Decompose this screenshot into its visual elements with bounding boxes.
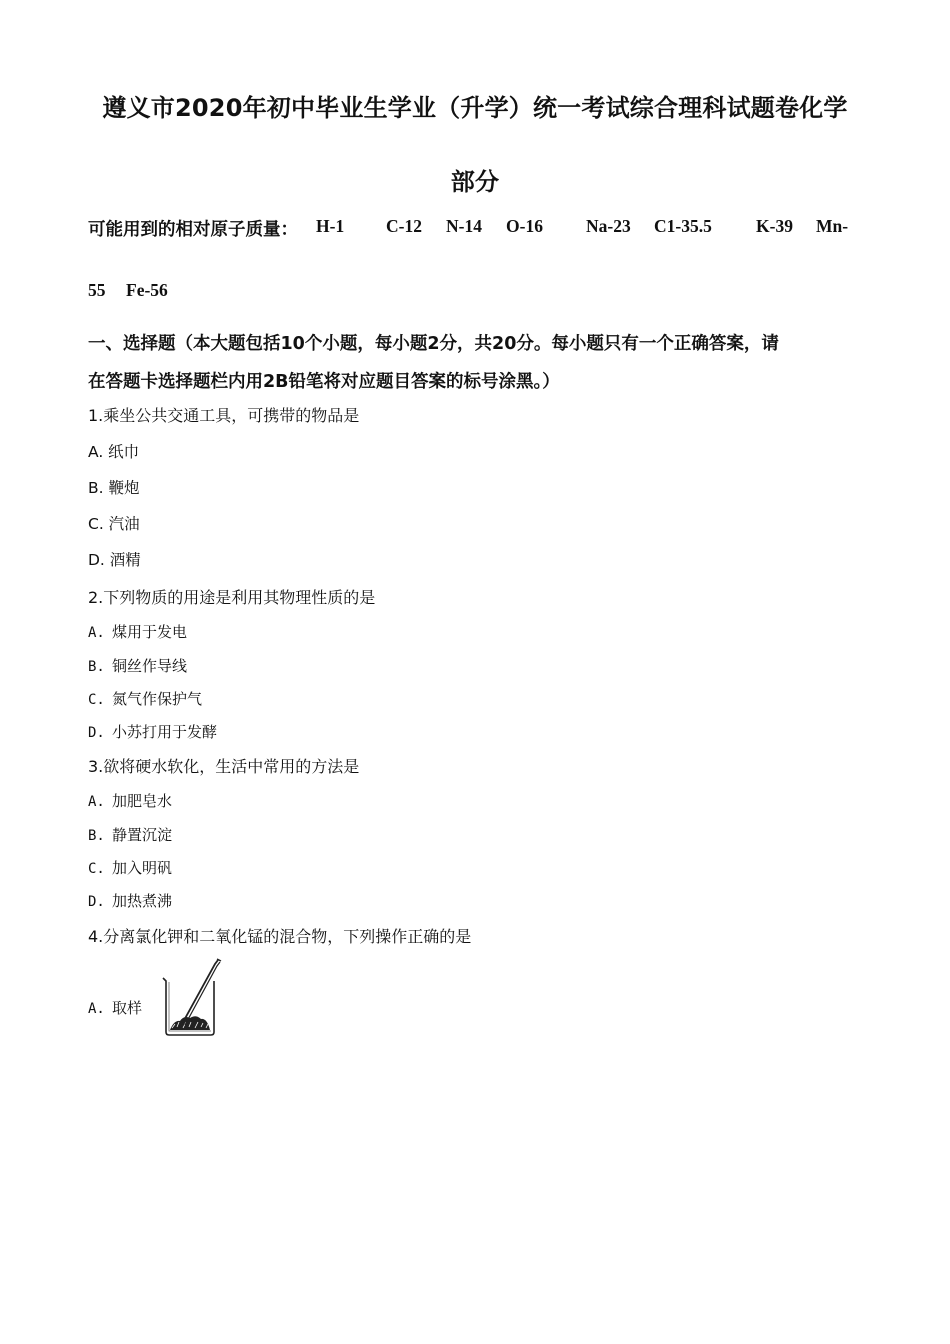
atomic-mass-cl: C1-35.5	[654, 216, 712, 236]
option-text: 静置沉淀	[112, 826, 173, 844]
atomic-mass-label: 可能用到的相对原子质量：	[88, 220, 298, 240]
atomic-mass-mn-cont: 55	[88, 280, 106, 300]
option-letter: D.	[88, 894, 105, 910]
section-heading-line2: 在答题卡选择题栏内用2B铅笔将对应题目答案的标号涂黑。）	[88, 372, 560, 392]
option-letter: B.	[88, 659, 105, 675]
atomic-mass-fe: Fe-56	[126, 280, 168, 300]
option-letter: A.	[88, 794, 105, 810]
option-text: 小苏打用于发酵	[112, 723, 218, 741]
exam-title-line1: 遵义市2020年初中毕业生学业（升学）统一考试综合理科试题卷化学	[102, 94, 848, 122]
atomic-mass-o: O-16	[506, 216, 543, 236]
atomic-mass-na: Na-23	[586, 216, 631, 236]
option-text: 氮气作保护气	[112, 690, 203, 708]
option-text: 加肥皂水	[112, 792, 173, 810]
option-text: 铜丝作导线	[112, 657, 188, 675]
question-2-option-c[interactable]	[88, 688, 202, 709]
question-2-option-a[interactable]	[88, 621, 187, 642]
question-3-option-a[interactable]	[88, 790, 172, 811]
atomic-mass-mn: Mn-	[816, 216, 849, 236]
question-3-stem: 3.欲将硬水软化，生活中常用的方法是	[88, 757, 360, 776]
section-heading-line1: 一、选择题（本大题包括10个小题，每小题2分，共20分。每小题只有一个正确答案，请	[88, 334, 779, 354]
option-letter: C.	[88, 861, 105, 877]
option-letter: A.	[88, 625, 105, 641]
option-text: 加入明矾	[112, 859, 173, 877]
beaker-with-spatula-icon	[160, 958, 224, 1038]
question-3-option-d[interactable]	[88, 890, 172, 911]
question-1-option-b[interactable]: B. 鞭炮	[88, 479, 140, 497]
atomic-mass-h: H-1	[316, 216, 345, 236]
option-letter: C.	[88, 692, 105, 708]
question-3-option-c[interactable]	[88, 857, 172, 878]
atomic-mass-n: N-14	[446, 216, 482, 236]
option-letter: A.	[88, 1001, 105, 1017]
option-letter: D.	[88, 725, 105, 741]
atomic-mass-c: C-12	[386, 216, 422, 236]
option-text: 取样	[112, 999, 143, 1017]
question-2-option-b[interactable]	[88, 655, 187, 676]
atomic-mass-k: K-39	[756, 216, 793, 236]
question-2-option-d[interactable]	[88, 721, 217, 742]
option-text: 煤用于发电	[112, 623, 188, 641]
question-4-option-a[interactable]	[88, 997, 142, 1018]
option-text: 加热煮沸	[112, 892, 173, 910]
question-1-option-d[interactable]: D. 酒精	[88, 551, 141, 569]
exam-title-line2: 部分	[450, 168, 500, 196]
question-4-stem: 4.分离氯化钾和二氧化锰的混合物，下列操作正确的是	[88, 927, 472, 946]
option-letter: B.	[88, 828, 105, 844]
question-1-option-c[interactable]: C. 汽油	[88, 515, 140, 533]
question-3-option-b[interactable]	[88, 824, 172, 845]
question-1-stem: 1.乘坐公共交通工具，可携带的物品是	[88, 406, 360, 425]
question-1-option-a[interactable]: A. 纸巾	[88, 443, 140, 461]
question-2-stem: 2.下列物质的用途是利用其物理性质的是	[88, 588, 376, 607]
